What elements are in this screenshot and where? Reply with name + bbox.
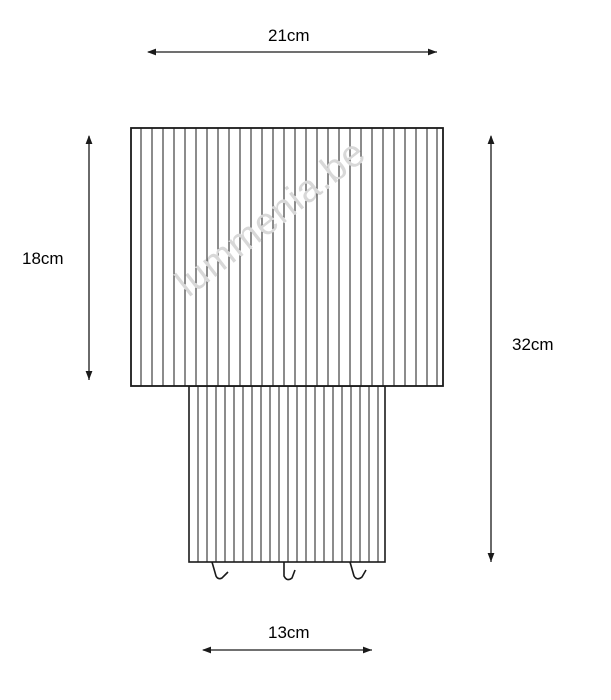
- dimension-label-top: 21cm: [268, 26, 310, 45]
- watermark-text: lummenia.be: [168, 131, 374, 306]
- lamp-shade: [131, 128, 443, 386]
- dimension-label-bottom: 13cm: [268, 623, 310, 642]
- dimension-label-left: 18cm: [22, 249, 64, 268]
- lamp-feet: [212, 562, 366, 580]
- dimension-label-right: 32cm: [512, 335, 554, 354]
- lamp-base: [189, 386, 385, 562]
- base-pleats: [198, 386, 378, 562]
- lamp-illustration: [131, 128, 443, 580]
